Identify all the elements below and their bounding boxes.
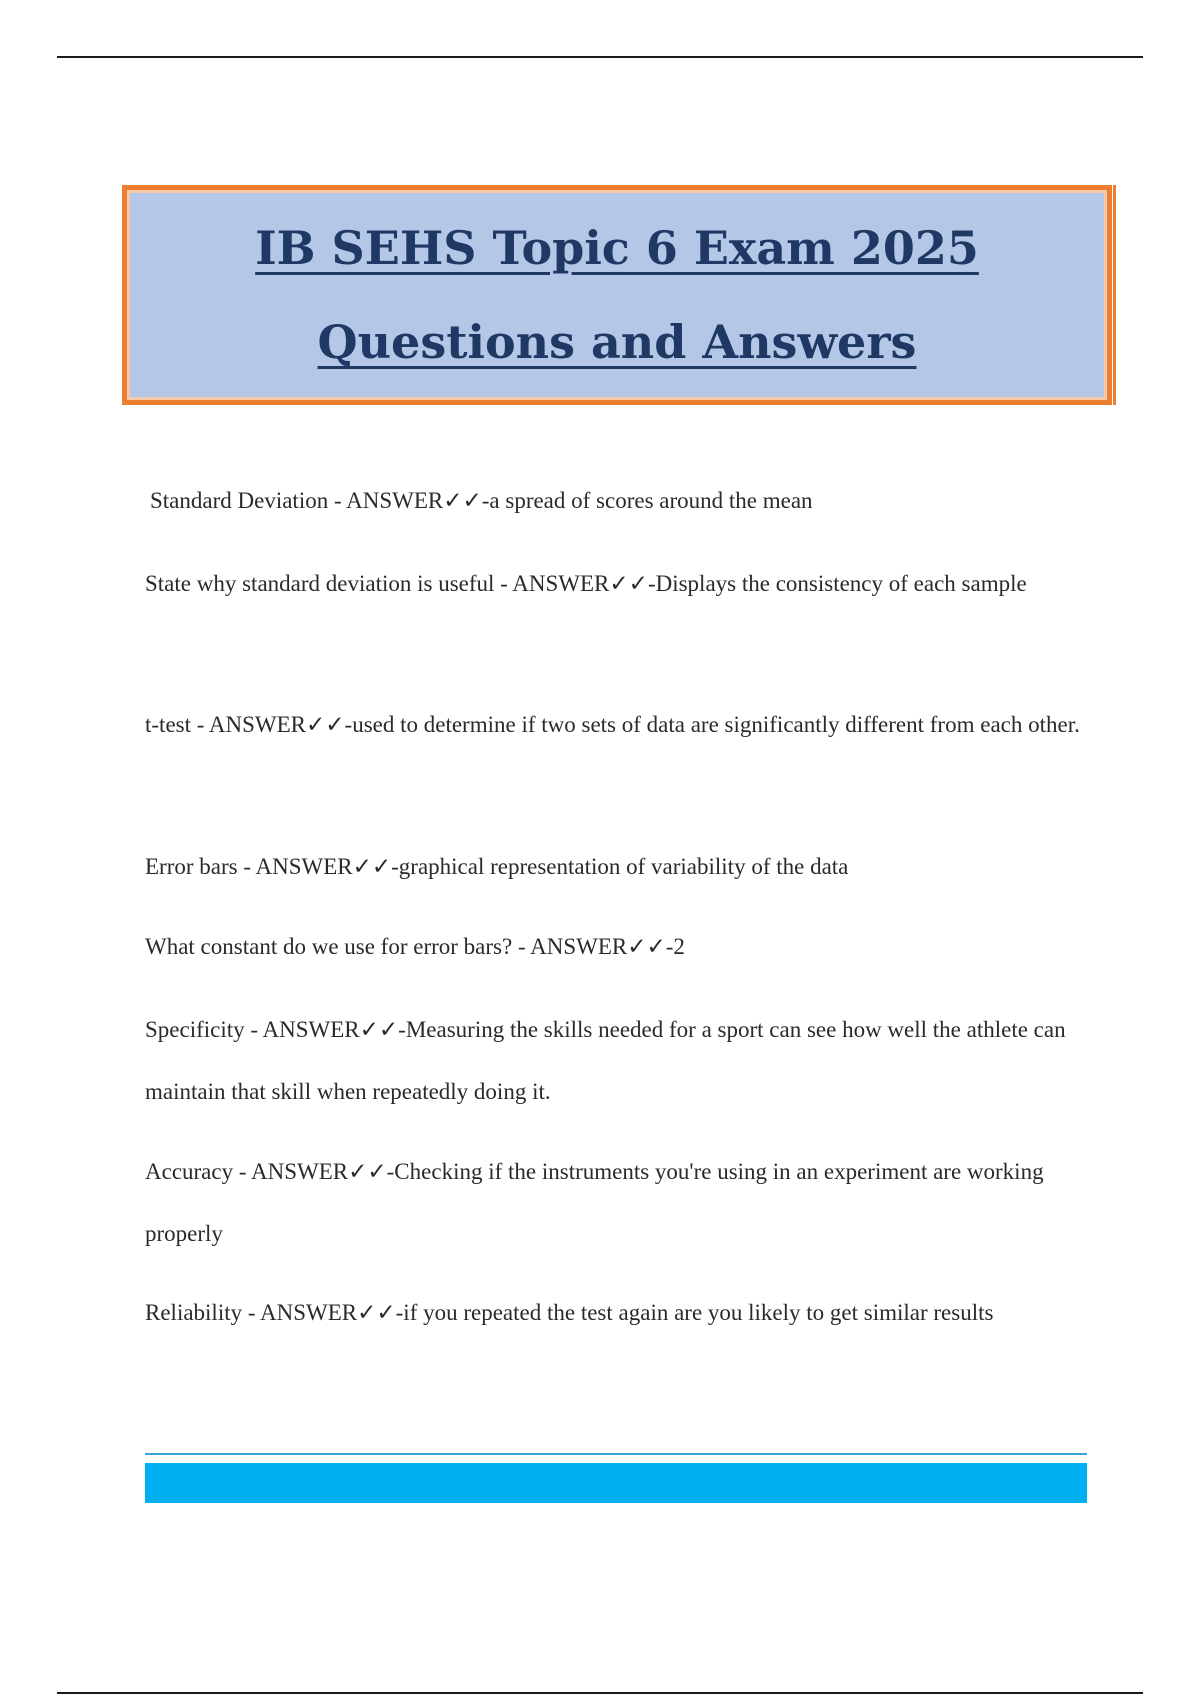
qa-entry-accuracy: Accuracy - ANSWER✓✓-Checking if the instruments you're using in an experiment are working properly xyxy=(145,1159,1044,1246)
qa-entry-t-test: t-test - ANSWER✓✓-used to determine if two sets of data are significantly different from each other. xyxy=(145,712,1080,737)
qa-entry-error-bar-constant: What constant do we use for error bars? - ANSWER✓✓-2 xyxy=(145,934,685,959)
top-rule xyxy=(57,56,1143,58)
qa-entry-sd-useful: State why standard deviation is useful - ANSWER✓✓-Displays the consistency of each sample xyxy=(145,571,1027,596)
bottom-rule xyxy=(57,1692,1143,1694)
title-box xyxy=(122,185,1112,405)
footer-rule xyxy=(145,1453,1087,1455)
footer-bar xyxy=(145,1463,1087,1503)
document-title: IB SEHS Topic 6 Exam 2025 Questions and Answers xyxy=(255,221,979,369)
qa-entry-error-bars: Error bars - ANSWER✓✓-graphical representation of variability of the data xyxy=(145,854,849,879)
qa-entry-specificity: Specificity - ANSWER✓✓-Measuring the skills needed for a sport can see how well the athlete can maintain that skill when repeatedly doing it. xyxy=(145,1017,1066,1104)
qa-entry-standard-deviation: Standard Deviation - ANSWER✓✓-a spread of scores around the mean xyxy=(150,488,813,513)
qa-entry-reliability: Reliability - ANSWER✓✓-if you repeated the test again are you likely to get similar results xyxy=(145,1300,994,1325)
